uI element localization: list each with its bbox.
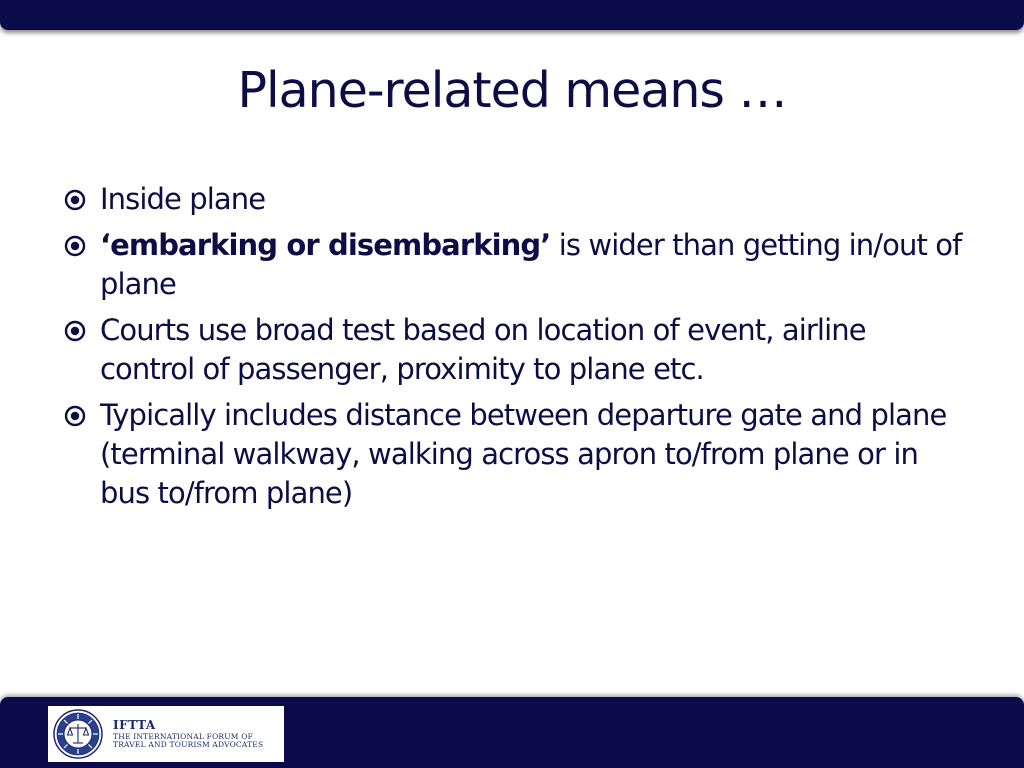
bullet-text: Typically includes distance between departure gate and plane (terminal walkway, walking across apron to/from plane or in bus to/from plane) [100, 398, 947, 510]
top-header-bar [0, 0, 1024, 30]
circled-dot-icon [64, 405, 86, 427]
bullet-text: Courts use broad test based on location of event, airline control of passenger, proximity to plane etc. [100, 313, 866, 386]
bullet-item [62, 396, 962, 513]
slide-title: Plane-related means … [237, 62, 787, 119]
logo-line-1: THE INTERNATIONAL FORUM OF [113, 731, 254, 741]
bullet-item [62, 180, 962, 219]
logo-text [113, 719, 263, 748]
logo-abbreviation: IFTTA [113, 718, 156, 733]
iftta-seal-icon [53, 709, 103, 759]
bullet-item [62, 226, 962, 304]
circled-dot-icon [64, 235, 86, 257]
bullet-item [62, 311, 962, 389]
circled-dot-icon [64, 320, 86, 342]
logo-line-2: TRAVEL AND TOURISM ADVOCATES [113, 739, 264, 749]
bullet-text: is wider than getting in/out of plane [100, 228, 962, 301]
iftta-logo [48, 706, 284, 762]
circled-dot-icon [64, 189, 86, 211]
bullet-lead: ‘embarking or disembarking’ [100, 228, 551, 262]
bullet-text: Inside plane [100, 182, 266, 216]
bullet-list [62, 180, 962, 520]
